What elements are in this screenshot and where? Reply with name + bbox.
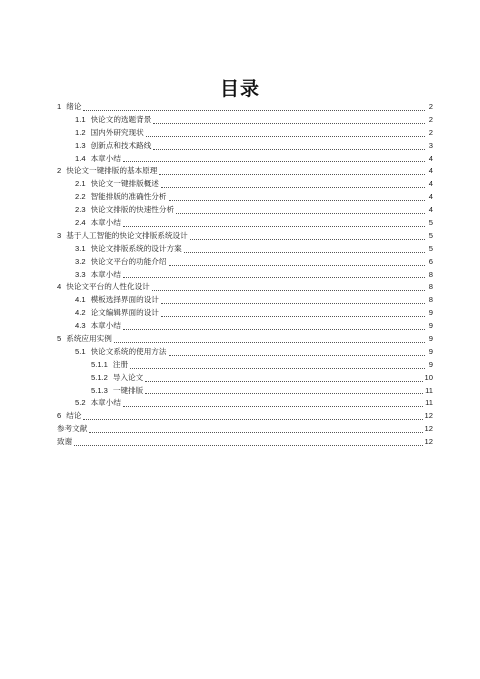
toc-entry-page: 5 (428, 230, 433, 240)
toc-entry-page: 4 (428, 179, 433, 189)
toc-entry-title: 致谢 (57, 437, 73, 447)
toc-entry-title: 快论文的选题背景 (90, 114, 152, 124)
toc-entry-page: 8 (428, 295, 433, 305)
toc-entry-page: 9 (428, 359, 433, 369)
toc-dot-leader (130, 367, 425, 369)
toc-entry[interactable] (57, 294, 433, 307)
toc-entry-number: 5.2 (75, 398, 86, 408)
toc-dot-leader (161, 315, 425, 317)
toc-entry-number: 2 (57, 166, 62, 176)
toc-entry-number: 1.1 (75, 114, 86, 124)
toc-title: 目录 (219, 78, 260, 100)
toc-entry-title: 模板选择界面的设计 (90, 295, 159, 305)
toc-entry-page: 2 (428, 127, 433, 137)
toc-entry-title: 智能排版的准确性分析 (90, 192, 167, 202)
toc-entry-number: 2.3 (75, 205, 86, 215)
toc-dot-leader (176, 212, 425, 214)
toc-entry[interactable] (57, 320, 433, 333)
toc-entry-page: 12 (424, 437, 433, 447)
toc-entry-page: 9 (428, 346, 433, 356)
toc-entry[interactable] (57, 230, 433, 243)
toc-entry-number: 2.4 (75, 218, 86, 227)
toc-entry-title: 导入论文 (112, 372, 144, 382)
toc-dot-leader (123, 405, 423, 407)
toc-entry-page: 9 (428, 334, 433, 344)
toc-entry-page: 8 (428, 269, 433, 279)
toc-entry-title: 结论 (66, 411, 82, 421)
toc-entry-title: 本章小结 (90, 153, 121, 163)
toc-entry-page: 5 (428, 218, 433, 227)
toc-entry[interactable] (57, 410, 433, 423)
toc-entry-page: 2 (428, 114, 433, 124)
toc-dot-leader (145, 380, 422, 382)
toc-dot-leader (169, 264, 426, 266)
toc-dot-leader (83, 109, 425, 111)
toc-entry-title: 本章小结 (90, 218, 121, 227)
toc-entry[interactable] (57, 423, 433, 436)
toc-dot-leader (123, 160, 425, 162)
toc-entry-title: 快论文平台的功能介绍 (90, 256, 167, 266)
toc-entry[interactable] (57, 333, 433, 346)
toc-entry-number: 3.3 (75, 269, 86, 279)
toc-dot-leader (169, 354, 426, 356)
toc-entry-title: 创新点和技术路线 (90, 140, 152, 150)
toc-entry-page: 8 (428, 282, 433, 292)
toc-entry-number: 5.1 (75, 346, 86, 356)
toc-entry-title: 快论文排版的快速性分析 (90, 205, 175, 215)
toc-dot-leader (184, 251, 425, 253)
toc-entry-title: 本章小结 (90, 269, 121, 279)
toc-dot-leader (152, 289, 425, 291)
toc-entry-number: 5 (57, 334, 62, 344)
toc-entry[interactable] (57, 372, 433, 385)
toc-dot-leader (169, 199, 426, 201)
toc-entry-title: 注册 (112, 359, 129, 369)
toc-entry-number: 1.2 (75, 127, 86, 137)
toc-dot-leader (123, 328, 425, 330)
toc-entry-title: 快论文一键排版概述 (90, 179, 159, 189)
toc-entry-number: 4.1 (75, 295, 86, 305)
toc-entry-number: 3.1 (75, 243, 86, 253)
toc-entry[interactable] (57, 243, 433, 256)
toc-entry[interactable] (57, 436, 433, 449)
toc-entry[interactable] (57, 114, 433, 127)
toc-entry-number: 5.1.3 (91, 385, 108, 395)
toc-dot-leader (153, 148, 425, 150)
toc-entry[interactable] (57, 153, 433, 166)
toc-entry-page: 11 (425, 385, 433, 395)
toc-entry-title: 国内外研究现状 (90, 127, 144, 137)
toc-entry-page: 2 (428, 101, 433, 111)
toc-entry-page: 10 (424, 372, 433, 382)
toc-entry[interactable] (57, 385, 433, 398)
toc-dot-leader (159, 173, 425, 175)
toc-entry-page: 12 (424, 424, 433, 434)
toc-dot-leader (153, 122, 425, 124)
toc-entry-title: 快论文平台的人性化设计 (66, 282, 150, 292)
toc-entry[interactable] (57, 256, 433, 269)
toc-entry-title: 绪论 (66, 101, 82, 111)
toc-entry-page: 11 (425, 398, 433, 408)
toc-entry[interactable] (57, 346, 433, 359)
toc-entry-number: 4 (57, 282, 62, 292)
toc-entry-page: 5 (428, 243, 433, 253)
toc-entry-number: 3 (57, 230, 62, 240)
toc-entry[interactable] (57, 269, 433, 282)
toc-entry[interactable] (57, 307, 433, 320)
toc-entry-page: 4 (428, 153, 433, 163)
toc-entry-title: 系统应用实例 (66, 334, 112, 344)
toc-entry-number: 1.4 (75, 153, 86, 163)
toc-entry-number: 6 (57, 411, 62, 421)
toc-entry-number: 5.1.2 (91, 372, 108, 382)
toc-dot-leader (123, 276, 425, 278)
toc-entry-number: 2.1 (75, 179, 86, 189)
toc-entry-number: 1 (57, 101, 62, 111)
toc-entry-title: 本章小结 (90, 321, 121, 331)
toc-entry-title: 快论文系统的使用方法 (90, 346, 167, 356)
toc-list (57, 101, 433, 449)
toc-entry-number: 1.3 (75, 140, 86, 150)
toc-entry[interactable] (57, 101, 433, 114)
toc-entry-number: 5.1.1 (91, 359, 108, 369)
toc-entry-number: 3.2 (75, 256, 86, 266)
toc-entry-page: 4 (428, 205, 433, 215)
toc-entry-page: 12 (424, 411, 433, 421)
toc-entry[interactable] (57, 178, 433, 191)
toc-dot-leader (114, 341, 425, 343)
toc-entry[interactable] (57, 359, 433, 372)
toc-dot-leader (190, 238, 425, 240)
toc-entry-number: 4.2 (75, 308, 86, 318)
toc-entry-title: 本章小结 (90, 398, 121, 408)
toc-dot-leader (74, 444, 422, 446)
toc-entry-page: 6 (428, 256, 433, 266)
toc-dot-leader (83, 418, 422, 420)
toc-dot-leader (161, 186, 425, 188)
toc-entry[interactable] (57, 165, 433, 178)
toc-entry-number: 4.3 (75, 321, 86, 331)
toc-entry[interactable] (57, 191, 433, 204)
toc-dot-leader (89, 431, 422, 433)
toc-entry-title: 参考文献 (57, 424, 88, 434)
toc-entry[interactable] (57, 397, 433, 410)
toc-entry-title: 基于人工智能的快论文排版系统设计 (66, 230, 188, 240)
toc-entry-title: 论文编辑界面的设计 (90, 308, 159, 318)
toc-entry-number: 2.2 (75, 192, 86, 202)
toc-entry-page: 3 (428, 140, 433, 150)
toc-entry[interactable] (57, 140, 433, 153)
toc-entry-title: 一键排版 (112, 385, 144, 395)
toc-entry[interactable] (57, 204, 433, 217)
toc-entry[interactable] (57, 127, 433, 140)
toc-dot-leader (145, 392, 423, 394)
toc-entry-title: 快论文一键排版的基本原理 (66, 166, 158, 176)
toc-entry-page: 9 (428, 321, 433, 331)
toc-entry-page: 4 (428, 192, 433, 202)
toc-dot-leader (161, 302, 425, 304)
toc-entry[interactable] (57, 281, 433, 294)
toc-entry-page: 9 (428, 308, 433, 318)
toc-dot-leader (123, 225, 425, 227)
toc-entry-title: 快论文排版系统的设计方案 (90, 243, 182, 253)
toc-dot-leader (146, 135, 425, 137)
toc-entry[interactable] (57, 217, 433, 230)
toc-entry-page: 4 (428, 166, 433, 176)
